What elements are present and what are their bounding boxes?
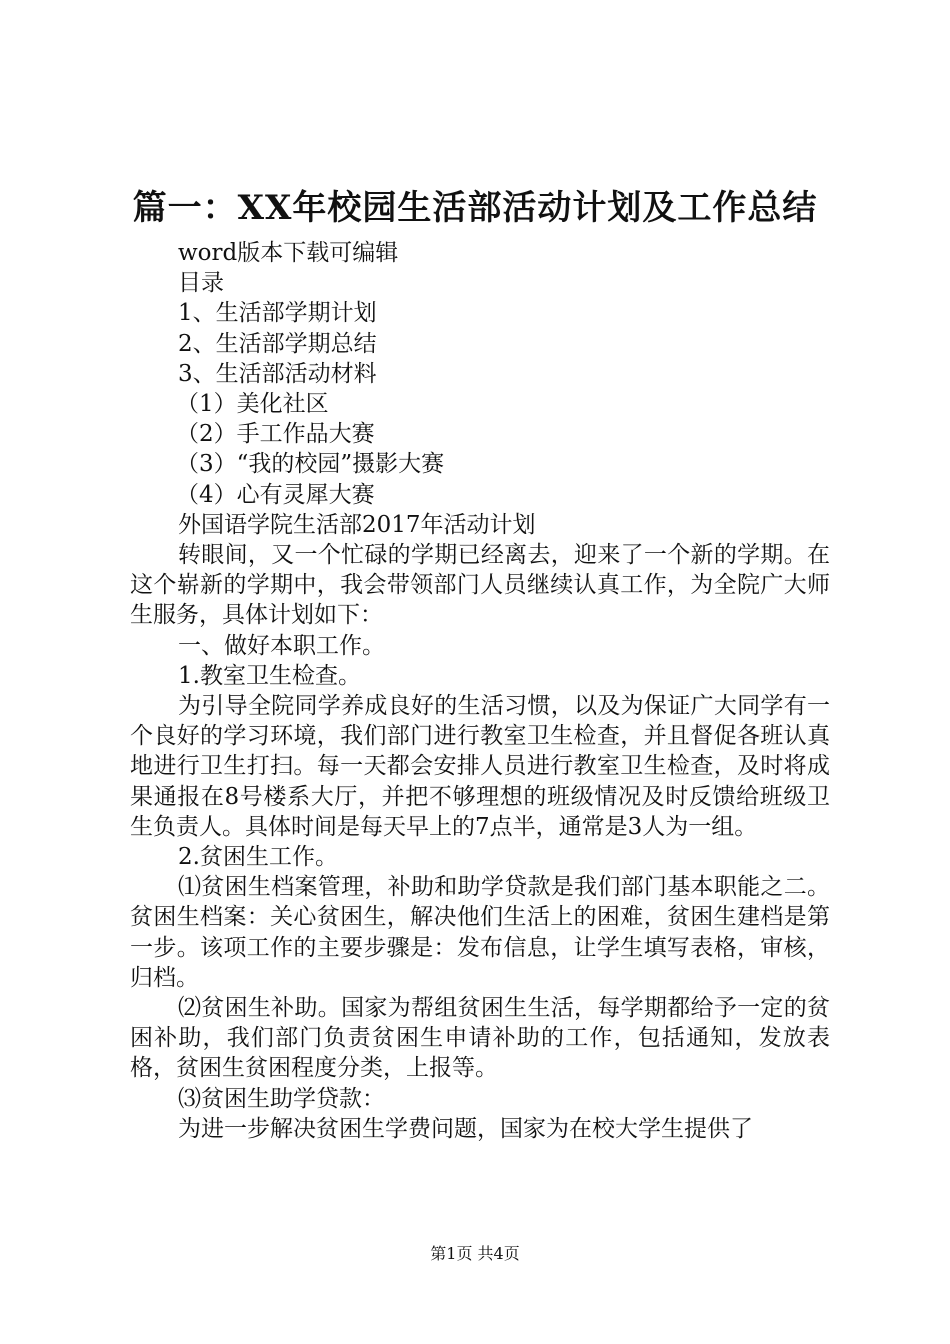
toc-subitem: （3）“我的校园”摄影大赛 [176, 451, 445, 478]
document-body [130, 238, 830, 1144]
body-heading: 1.教室卫生检查。 [178, 662, 361, 689]
toc-item: 2、生活部学期总结 [178, 330, 377, 357]
section-heading: 外国语学院生活部2017年活动计划 [178, 511, 536, 538]
document-title: 篇一：XX年校园生活部活动计划及工作总结 [132, 188, 818, 228]
toc-item: 1、生活部学期计划 [178, 300, 377, 327]
body-paragraph: ⑴贫困生档案管理，补助和助学贷款是我们部门基本职能之二。贫困生档案：关心贫困生，解决他们生活上的困难，贫困生建档是第一步。该项工作的主要步骤是：发布信息，让学生填写表格，审核，归档。 [130, 874, 830, 991]
body-paragraph: 转眼间，又一个忙碌的学期已经离去，迎来了一个新的学期。在这个崭新的学期中，我会带领部门人员继续认真工作，为全院广大师生服务，具体计划如下： [130, 542, 830, 629]
body-paragraph: 为进一步解决贫困生学费问题，国家为在校大学生提供了 [178, 1115, 753, 1142]
edit-note: word版本下载可编辑 [178, 240, 399, 266]
toc-subitem: （4）心有灵犀大赛 [176, 481, 375, 508]
body-heading: 2.贫困生工作。 [178, 844, 338, 871]
body-paragraph: 为引导全院同学养成良好的生活习惯，以及为保证广大同学有一个良好的学习环境，我们部门进行教室卫生检查，并且督促各班认真地进行卫生打扫。每一天都会安排人员进行教室卫生检查，及时将成果通报在8号楼系大厅，并把不够理想的班级情况及时反馈给班级卫生负责人。具体时间是每天早上的7点半，通常是3人为一组。 [130, 693, 830, 840]
body-heading: 一、做好本职工作。 [178, 632, 385, 659]
body-paragraph: ⑵贫困生补助。国家为帮组贫困生生活，每学期都给予一定的贫困补助，我们部门负责贫困生申请补助的工作，包括通知，发放表格，贫困生贫困程度分类，上报等。 [130, 995, 830, 1082]
page-footer: 第1页 共4页 [430, 1244, 520, 1263]
toc-item: 3、生活部活动材料 [178, 360, 377, 387]
toc-subitem: （1）美化社区 [176, 391, 329, 418]
body-heading: ⑶贫困生助学贷款： [178, 1085, 385, 1112]
toc-subitem: （2）手工作品大赛 [176, 421, 375, 448]
toc-heading: 目录 [178, 270, 224, 297]
